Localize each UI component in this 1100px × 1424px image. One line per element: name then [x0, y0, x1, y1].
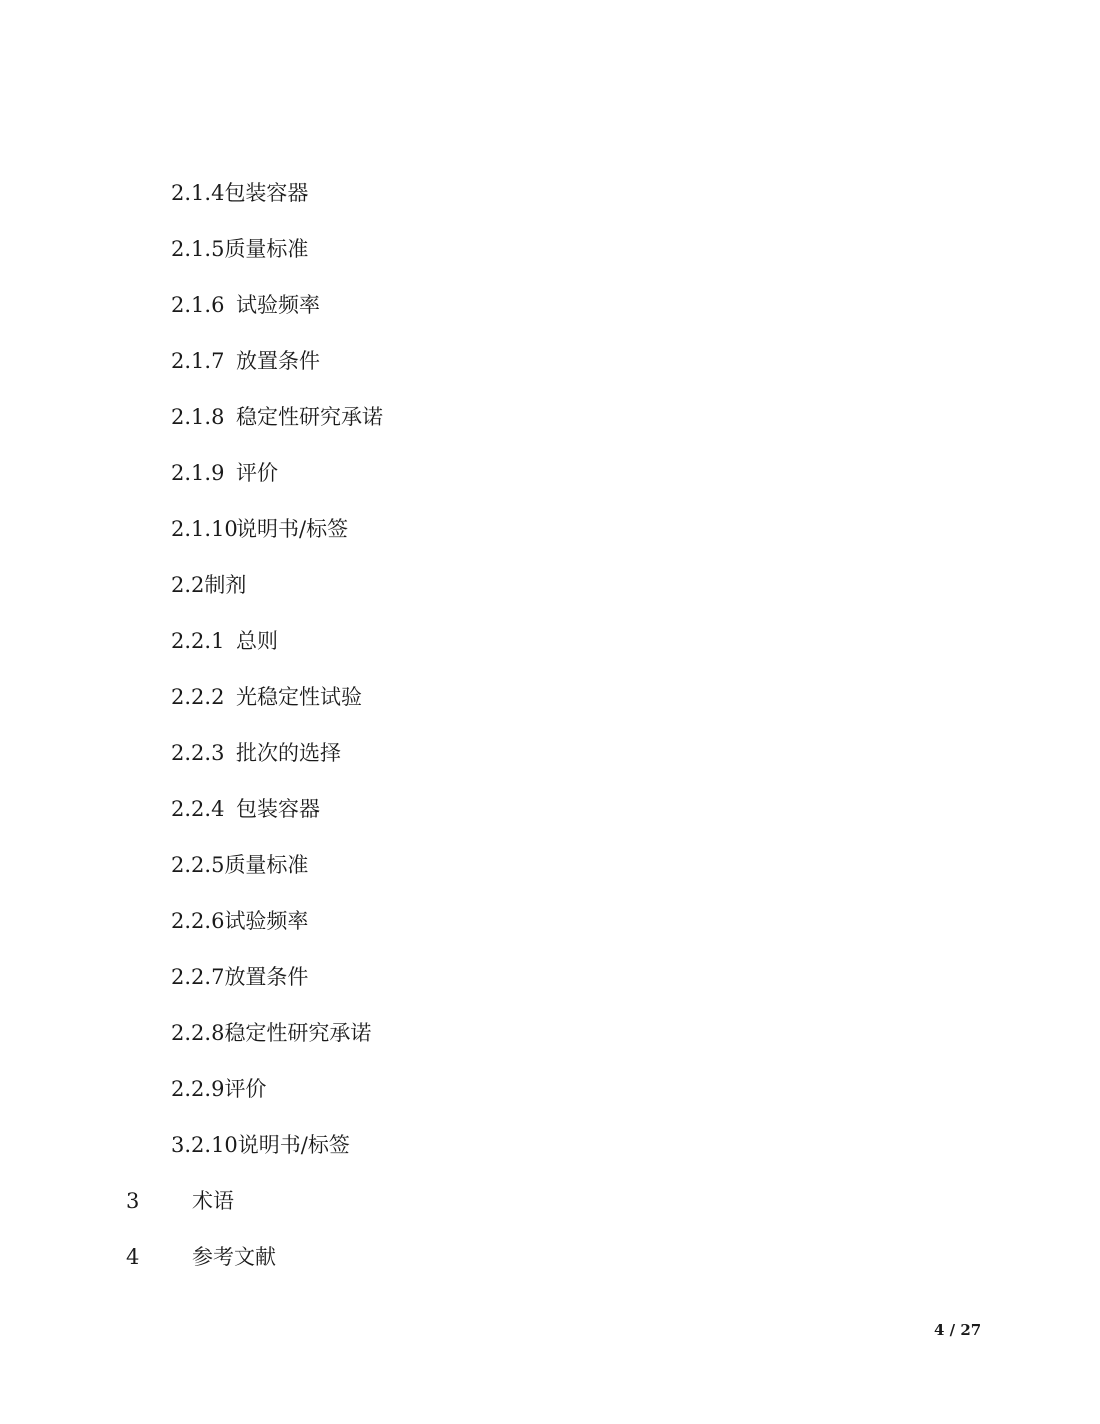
- toc-entry-number: 2.1.10: [171, 517, 238, 541]
- toc-entry-title: 放置条件: [224, 965, 309, 989]
- toc-entry-title: 评价: [224, 1077, 267, 1101]
- toc-entry-number: 2.1.8: [171, 405, 225, 429]
- toc-entry-2-2-9: [171, 1073, 266, 1105]
- toc-entry-2-1-8: [171, 401, 383, 433]
- toc-entry-title: 包装容器: [236, 797, 320, 821]
- toc-entry-2-2-2: [171, 681, 362, 713]
- toc-entry-number: 2.1.9: [171, 461, 225, 485]
- toc-entry-4: [126, 1241, 276, 1273]
- toc-entry-title: 光稳定性试验: [236, 685, 362, 709]
- toc-entry-2-2-7: [171, 961, 308, 993]
- toc-entry-number: 2.2.7: [171, 965, 225, 989]
- toc-entry-number: 2.2: [171, 573, 205, 597]
- toc-entry-2-1-9: [171, 457, 278, 489]
- toc-entry-title: 质量标准: [224, 237, 309, 261]
- toc-entry-number: 2.2.2: [171, 685, 225, 709]
- toc-entry-title: 包装容器: [224, 181, 309, 205]
- toc-entry-number: 2.1.5: [171, 237, 225, 261]
- toc-entry-title: 稳定性研究承诺: [224, 1021, 372, 1045]
- toc-entry-title: 参考文献: [192, 1245, 276, 1269]
- page-number: 4 / 27: [934, 1321, 982, 1339]
- toc-entry-title: 质量标准: [224, 853, 309, 877]
- toc-entry-title: 试验频率: [236, 293, 320, 317]
- toc-entry-title: 说明书/标签: [237, 1133, 350, 1157]
- toc-entry-2-1-5: [171, 233, 308, 265]
- toc-entry-number: 4: [126, 1245, 140, 1269]
- toc-entry-title: 批次的选择: [236, 741, 341, 765]
- toc-entry-2-1-7: [171, 345, 320, 377]
- toc-entry-3-2-10: [171, 1129, 350, 1161]
- toc-entry-3: [126, 1185, 234, 1217]
- toc-entry-number: 3: [126, 1189, 140, 1213]
- toc-entry-number: 3.2.10: [171, 1133, 238, 1157]
- toc-entry-2-2-5: [171, 849, 308, 881]
- toc-entry-number: 2.1.6: [171, 293, 225, 317]
- toc-entry-2-2-1: [171, 625, 278, 657]
- toc-entry-number: 2.2.4: [171, 797, 225, 821]
- toc-entry-number: 2.2.8: [171, 1021, 225, 1045]
- toc-entry-2-1-6: [171, 289, 320, 321]
- toc-entry-2-2-3: [171, 737, 341, 769]
- toc-entry-2-1-4: [171, 177, 308, 209]
- toc-entry-title: 说明书/标签: [236, 517, 349, 541]
- toc-entry-2-1-10: [171, 513, 348, 545]
- toc-entry-title: 术语: [192, 1189, 234, 1213]
- toc-entry-number: 2.2.6: [171, 909, 225, 933]
- toc-entry-2-2-8: [171, 1017, 371, 1049]
- toc-entry-title: 评价: [236, 461, 278, 485]
- toc-entry-2-2-4: [171, 793, 320, 825]
- toc-entry-number: 2.2.1: [171, 629, 225, 653]
- toc-entry-2-2-6: [171, 905, 308, 937]
- toc-entry-2-2: [171, 569, 246, 601]
- toc-entry-number: 2.2.5: [171, 853, 225, 877]
- toc-entry-title: 稳定性研究承诺: [236, 405, 383, 429]
- toc-entry-number: 2.2.9: [171, 1077, 225, 1101]
- toc-entry-title: 试验频率: [224, 909, 309, 933]
- toc-entry-title: 制剂: [204, 573, 247, 597]
- toc-entry-number: 2.2.3: [171, 741, 225, 765]
- toc-entry-number: 2.1.4: [171, 181, 225, 205]
- toc-entry-title: 总则: [236, 629, 278, 653]
- toc-entry-title: 放置条件: [236, 349, 320, 373]
- toc-entry-number: 2.1.7: [171, 349, 225, 373]
